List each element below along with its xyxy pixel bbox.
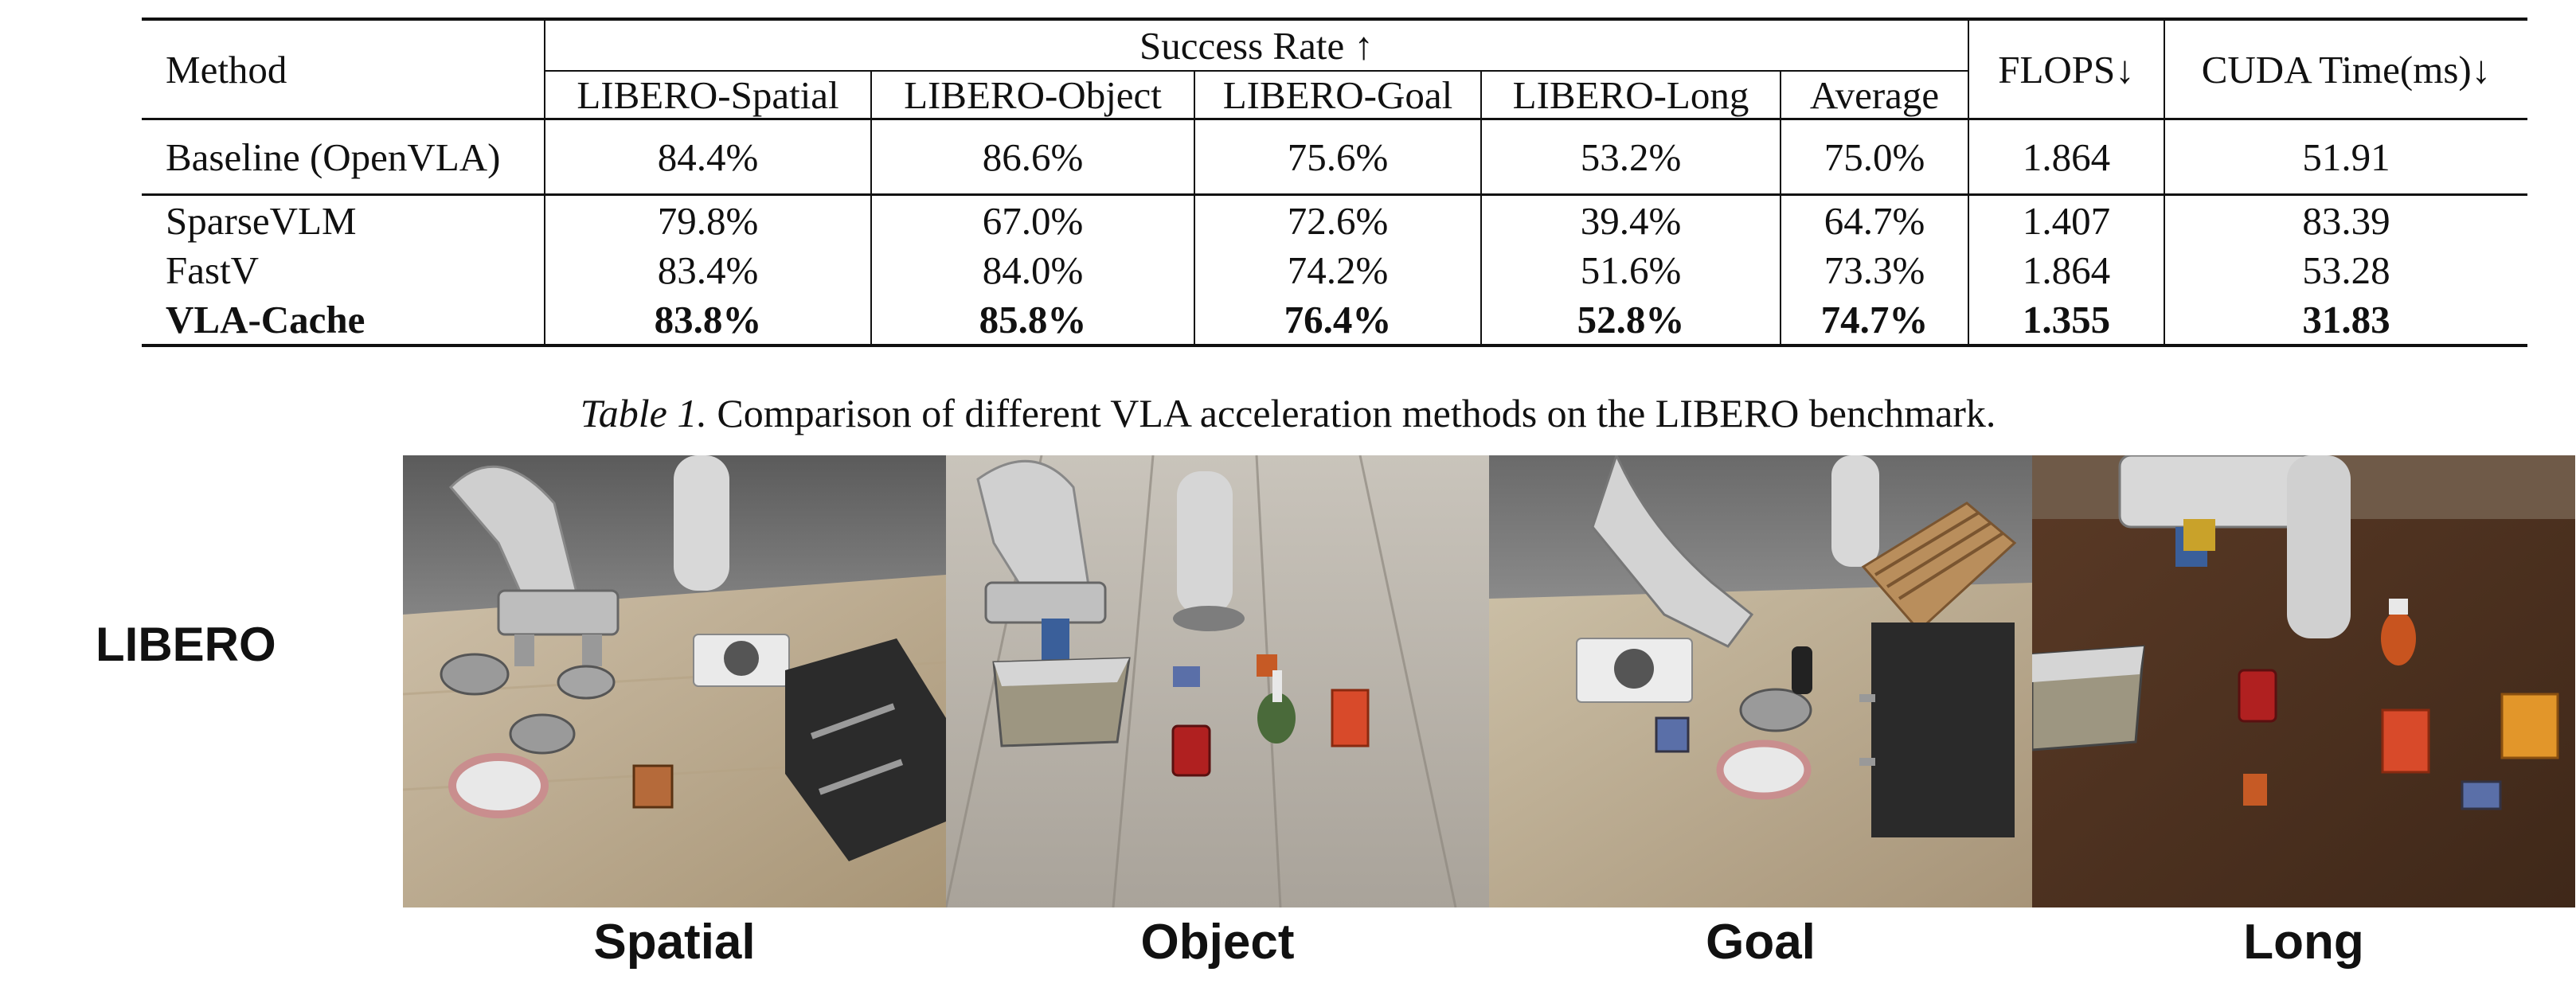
subheader-libero-long: LIBERO-Long	[1481, 71, 1781, 119]
row-method: SparseVLM	[142, 195, 545, 246]
row-cuda: 51.91	[2302, 135, 2390, 179]
row-method: Baseline (OpenVLA)	[142, 119, 545, 195]
row-spatial: 83.4%	[545, 245, 871, 295]
row-method: FastV	[142, 245, 545, 295]
row-flops: 1.864	[1968, 245, 2164, 295]
table-row-fastv	[142, 245, 2527, 295]
row-cuda: 53.28	[2302, 248, 2390, 292]
flops-header: FLOPS↓	[1968, 19, 2164, 119]
panel-label-goal: Goal	[1706, 915, 1816, 970]
subheader-libero-goal: LIBERO-Goal	[1194, 71, 1481, 119]
panel-goal-image	[1489, 455, 2032, 907]
row-object: 86.6%	[871, 119, 1194, 195]
success-rate-header: Success Rate ↑	[545, 19, 1968, 71]
caption-label: Table 1.	[580, 391, 707, 435]
row-flops: 1.407	[1968, 195, 2164, 246]
row-long: 53.2%	[1481, 119, 1781, 195]
table-caption	[0, 390, 2576, 436]
row-goal: 76.4%	[1194, 295, 1481, 345]
row-long: 51.6%	[1481, 245, 1781, 295]
panel-label-long: Long	[2243, 915, 2364, 970]
row-flops: 1.355	[1968, 295, 2164, 345]
subheader-libero-spatial: LIBERO-Spatial	[545, 71, 871, 119]
row-object: 84.0%	[871, 245, 1194, 295]
row-goal: 75.6%	[1194, 119, 1481, 195]
row-average: 74.7%	[1781, 295, 1968, 345]
row-cuda: 83.39	[2302, 198, 2390, 243]
row-method: VLA-Cache	[142, 295, 545, 345]
subheader-libero-object: LIBERO-Object	[871, 71, 1194, 119]
dataset-label: LIBERO	[96, 618, 276, 671]
caption-text: Comparison of different VLA acceleration methods on the LIBERO benchmark.	[717, 391, 1996, 435]
row-spatial: 84.4%	[545, 119, 871, 195]
panel-spatial-image	[403, 455, 946, 907]
table-row-vla-cache	[142, 295, 2527, 345]
panel-label-spatial: Spatial	[593, 915, 756, 970]
row-spatial: 79.8%	[545, 195, 871, 246]
row-average: 64.7%	[1781, 195, 1968, 246]
row-object: 85.8%	[871, 295, 1194, 345]
row-spatial: 83.8%	[545, 295, 871, 345]
row-object: 67.0%	[871, 195, 1194, 246]
panel-long-image	[2032, 455, 2575, 907]
row-average: 73.3%	[1781, 245, 1968, 295]
row-flops: 1.864	[1968, 119, 2164, 195]
row-average: 75.0%	[1781, 119, 1968, 195]
panel-object-image	[946, 455, 1489, 907]
subheader-average: Average	[1781, 71, 1968, 119]
row-goal: 72.6%	[1194, 195, 1481, 246]
row-cuda: 31.83	[2302, 297, 2390, 342]
row-long: 52.8%	[1481, 295, 1781, 345]
results-table	[142, 18, 2527, 347]
table-row-baseline	[142, 119, 2527, 195]
row-long: 39.4%	[1481, 195, 1781, 246]
table-row-sparsevlm	[142, 195, 2527, 246]
header-row-1	[142, 19, 2527, 71]
method-header: Method	[142, 19, 545, 119]
row-goal: 74.2%	[1194, 245, 1481, 295]
cuda-time-header: CUDA Time(ms)↓	[2164, 19, 2527, 119]
panel-label-object: Object	[1140, 915, 1295, 970]
